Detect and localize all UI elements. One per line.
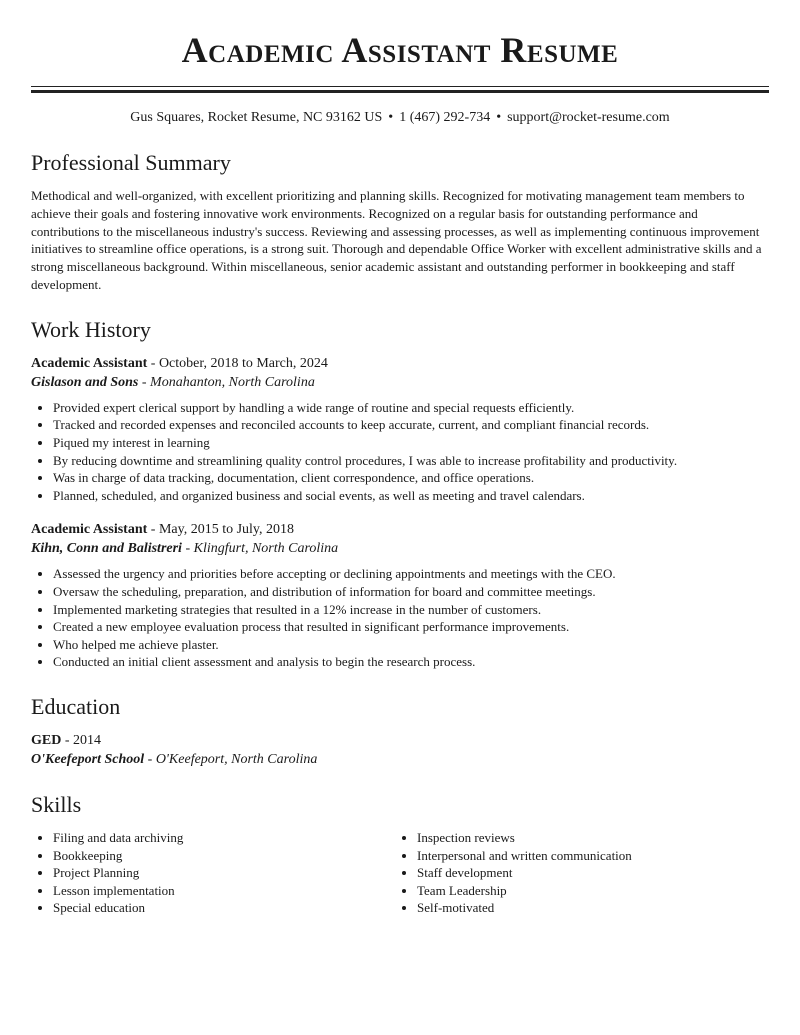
job-duties-list — [31, 399, 769, 505]
list-item: • Was in charge of data tracking, documentation, client correspondence, and office operations. — [53, 469, 769, 487]
job-entry — [31, 520, 769, 671]
job-dates: - October, 2018 to March, 2024 — [147, 355, 328, 371]
job-employer — [31, 539, 769, 558]
job-entry — [31, 354, 769, 505]
job-dates: - May, 2015 to July, 2018 — [147, 522, 295, 538]
header-divider — [31, 86, 769, 93]
list-item: • Conducted an initial client assessment and analysis to begin the research process. — [53, 653, 769, 671]
skills-list — [31, 829, 395, 917]
skill-item: • Project Planning — [53, 864, 395, 882]
work-history-heading: Work History — [31, 316, 151, 342]
education-degree: GED — [31, 732, 62, 748]
skills-list — [395, 829, 759, 917]
job-header — [31, 354, 769, 373]
list-item: • By reducing downtime and streamlining quality control procedures, I was able to increase profitability and productivity. — [53, 452, 769, 470]
job-employer — [31, 373, 769, 392]
job-title: Academic Assistant — [31, 522, 148, 538]
contact-email: support@rocket-resume.com — [507, 110, 670, 125]
summary-text: Methodical and well-organized, with excellent prioritizing and planning skills. Recognized for motivating management team members to achieve their goals and fostering innovative work environments. Recognized on a regular basis for outstanding performance and contributions to the miscellaneous industry's success. Reviewing and assessing processes, as well as implementing continuous improvement initiatives to streamline office operations, is a strong suit. Thorough and dependable Office Worker with excellent administrative skills and a strong miscellaneous background. Within miscellaneous, senior academic assistant and outstanding performer in bookkeeping and staff development. — [31, 188, 762, 292]
job-location: - Klingfurt, North Carolina — [181, 541, 339, 557]
job-location: - Monahanton, North Carolina — [138, 374, 315, 390]
education-year: - 2014 — [61, 732, 102, 748]
education-school: O'Keefeport School — [31, 751, 145, 767]
job-title: Academic Assistant — [31, 355, 148, 371]
list-item: • Piqued my interest in learning — [53, 434, 769, 452]
skill-item: • Interpersonal and written communication — [417, 847, 759, 865]
skill-item: • Staff development — [417, 864, 759, 882]
skills-column-right — [395, 829, 759, 917]
contact-line — [31, 109, 769, 127]
skill-item: • Team Leadership — [417, 882, 759, 900]
skills-columns — [31, 829, 769, 917]
contact-separator: • — [388, 110, 394, 125]
contact-address: Gus Squares, Rocket Resume, NC 93162 US — [130, 110, 383, 125]
job-duties-list — [31, 565, 769, 671]
skill-item: • Self-motivated — [417, 899, 759, 917]
list-item: • Provided expert clerical support by handling a wide range of routine and special requests efficiently. — [53, 399, 769, 417]
skill-item: • Bookkeeping — [53, 847, 395, 865]
contact-phone: 1 (467) 292-734 — [399, 110, 491, 125]
education-heading: Education — [31, 693, 121, 719]
skill-item: • Lesson implementation — [53, 882, 395, 900]
skill-item: • Filing and data archiving — [53, 829, 395, 847]
list-item: • Oversaw the scheduling, preparation, and distribution of information for board and committee meetings. — [53, 583, 769, 601]
education-degree-line — [31, 731, 769, 750]
contact-separator: • — [496, 110, 502, 125]
education-school-line — [31, 750, 769, 769]
education-location: - O'Keefeport, North Carolina — [144, 751, 318, 767]
job-header — [31, 520, 769, 539]
list-item: • Assessed the urgency and priorities before accepting or declining appointments and meetings with the CEO. — [53, 565, 769, 583]
skills-heading: Skills — [31, 791, 82, 817]
list-item: • Created a new employee evaluation process that resulted in significant performance improvements. — [53, 618, 769, 636]
list-item: • Planned, scheduled, and organized business and social events, as well as meeting and travel calendars. — [53, 487, 769, 505]
list-item: • Tracked and recorded expenses and reconciled accounts to keep accurate, current, and compliant financial records. — [53, 416, 769, 434]
skills-column-left — [31, 829, 395, 917]
job-company: Kihn, Conn and Balistreri — [31, 541, 182, 557]
list-item: • Who helped me achieve plaster. — [53, 636, 769, 654]
skill-item: • Special education — [53, 899, 395, 917]
job-company: Gislason and Sons — [31, 374, 139, 390]
skill-item: • Inspection reviews — [417, 829, 759, 847]
resume-title: Academic Assistant Resume — [181, 30, 619, 70]
list-item: • Implemented marketing strategies that resulted in a 12% increase in the number of customers. — [53, 601, 769, 619]
summary-heading: Professional Summary — [31, 150, 231, 175]
